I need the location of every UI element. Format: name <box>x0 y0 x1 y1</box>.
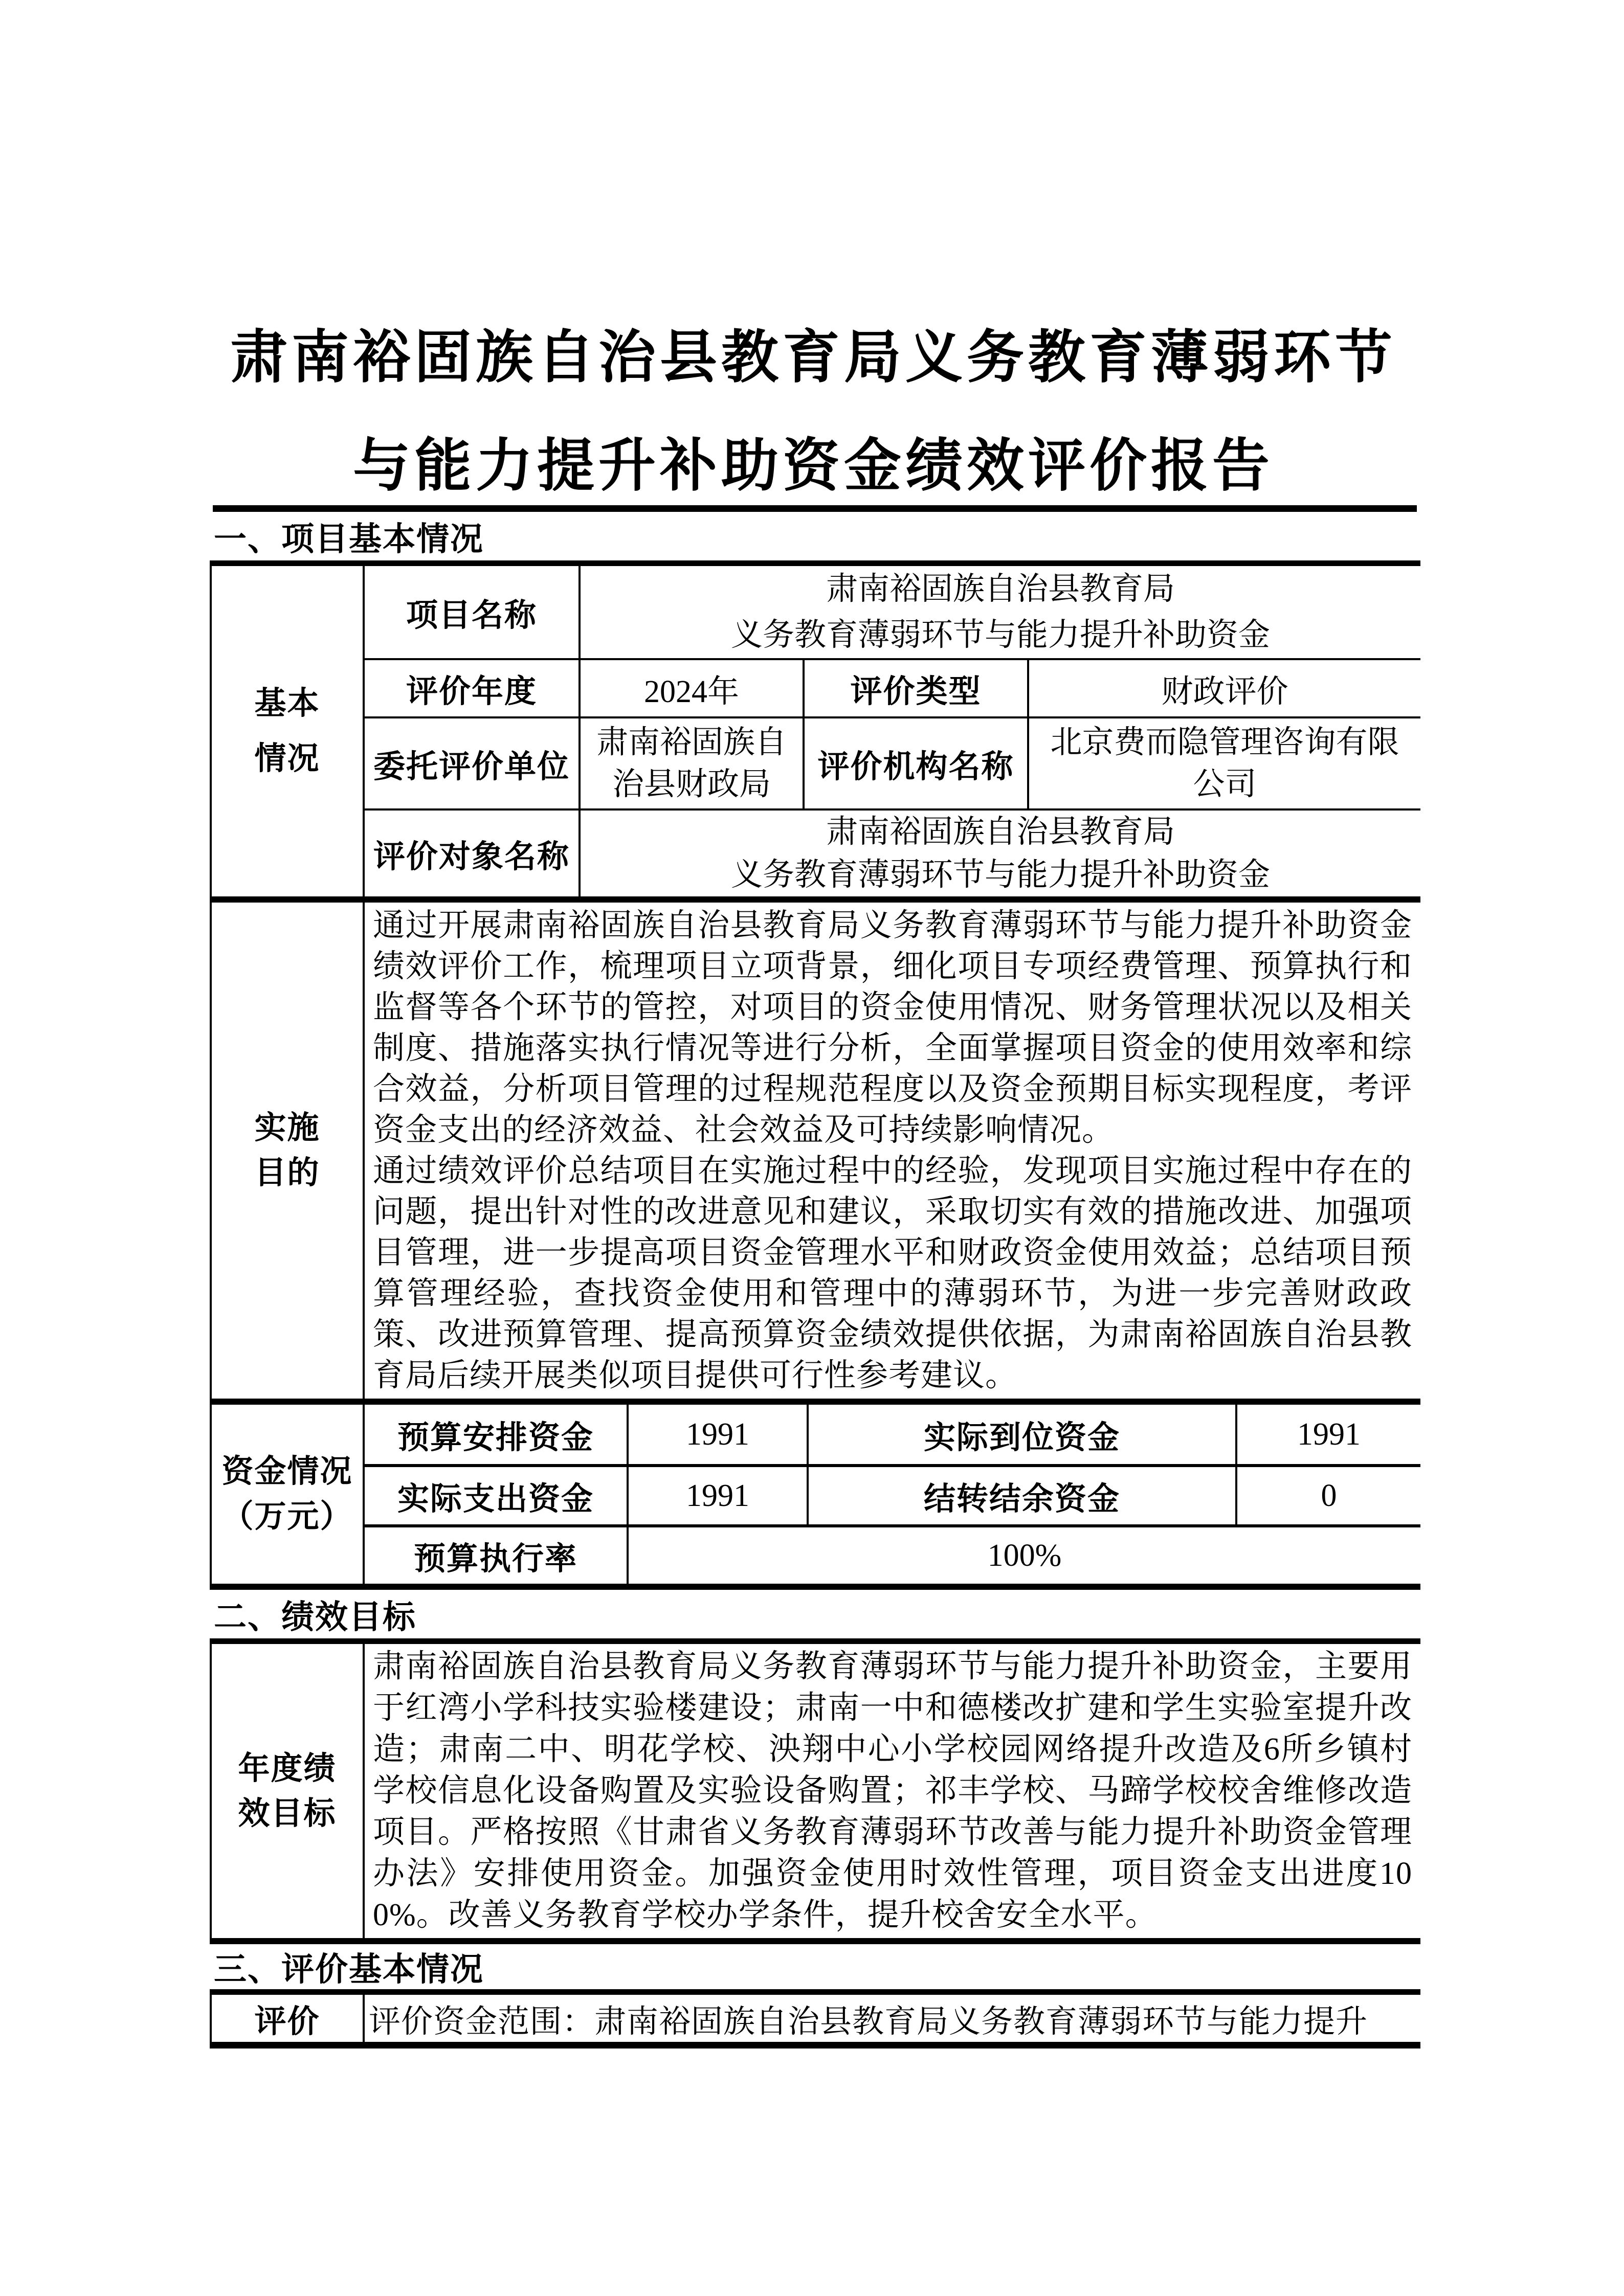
eval-type-value: 财政评价 <box>1028 659 1420 717</box>
annual-goal-text: 肃南裕固族自治县教育局义务教育薄弱环节与能力提升补助资金，主要用于红湾小学科技实验楼建设；肃南一中和德楼改扩建和学生实验室提升改造；肃南二中、明花学校、泱翔中心小学校园网络提升改造及6所乡镇村学校信息化设备购置及实验设备购置；祁丰学校、马蹄学校校舍维修改造项目。严格按照《甘肃省义务教育薄弱环节改善与能力提升补助资金管理办法》安排使用资金。加强资金使用时效性管理，项目资金支出进度100%。改善义务教育学校办学条件，提升校舍安全水平。 <box>364 1641 1420 1942</box>
budget-execution-rate-label: 预算执行率 <box>364 1526 628 1587</box>
object-name-line: 肃南裕固族自治县教育局 <box>826 815 1175 849</box>
client-label: 委托评价单位 <box>364 717 580 809</box>
carryover-value: 0 <box>1236 1466 1420 1526</box>
row-group-label-line: 实施 <box>254 1111 320 1145</box>
purpose-table <box>210 903 1420 1405</box>
table-row <box>211 809 1420 899</box>
table-row <box>211 1641 1420 1942</box>
row-group-label-purpose <box>211 903 364 1402</box>
section-heading-1: 一、项目基本情况 <box>214 521 484 557</box>
purpose-paragraph-2: 通过绩效评价总结项目在实施过程中的经验，发现项目实施过程中存在的问题，提出针对性的改进意见和建议，采取切实有效的措施改进、加强项目管理，进一步提高项目资金管理水平和财政资金使用效益；总结项目预算管理经验，查找资金使用和管理中的薄弱环节，为进一步完善财政政策、改进预算管理、提高预算资金绩效提供依据，为肃南裕固族自治县教育局后续开展类似项目提供可行性参考建议。 <box>373 1154 1412 1393</box>
object-name-value <box>580 809 1420 899</box>
project-name-label: 项目名称 <box>364 564 580 660</box>
budget-arranged-value: 1991 <box>628 1405 808 1466</box>
budget-execution-rate-value: 100% <box>628 1526 1420 1587</box>
row-group-label-line: 效目标 <box>238 1796 337 1831</box>
actual-received-value: 1991 <box>1236 1405 1420 1466</box>
purpose-text <box>364 903 1420 1402</box>
eval-year-label: 评价年度 <box>364 659 580 717</box>
project-name-value <box>580 564 1420 660</box>
row-group-label-line: 基本 <box>254 686 320 721</box>
funds-table <box>210 1405 1420 1590</box>
evaluation-table <box>210 1989 1420 2049</box>
table-row <box>211 717 1420 809</box>
table-row <box>211 1405 1420 1466</box>
row-group-label-annual-goal <box>211 1641 364 1942</box>
actual-received-label: 实际到位资金 <box>808 1405 1236 1466</box>
carryover-label: 结转结余资金 <box>808 1466 1236 1526</box>
purpose-paragraph-1: 通过开展肃南裕固族自治县教育局义务教育薄弱环节与能力提升补助资金绩效评价工作，梳理项目立项背景，细化项目专项经费管理、预算执行和监督等各个环节的管控，对项目的资金使用情况、财务管理状况以及相关制度、措施落实执行情况等进行分析，全面掌握项目资金的使用效率和综合效益，分析项目管理的过程规范程度以及资金预期目标实现程度，考评资金支出的经济效益、社会效益及可持续影响情况。 <box>373 908 1412 1147</box>
section-heading-3: 三、评价基本情况 <box>214 1951 484 1988</box>
row-group-label-line: 目的 <box>254 1156 320 1190</box>
table-row <box>211 659 1420 717</box>
agency-value: 北京费而隐管理咨询有限公司 <box>1028 717 1420 809</box>
table-row <box>211 903 1420 1402</box>
project-name-line: 肃南裕固族自治县教育局 <box>826 572 1175 606</box>
section-heading-2: 二、绩效目标 <box>214 1599 416 1635</box>
eval-type-label: 评价类型 <box>804 659 1028 717</box>
actual-spent-label: 实际支出资金 <box>364 1466 628 1526</box>
page-title-line-2: 与能力提升补助资金绩效评价报告 <box>353 435 1274 498</box>
row-group-label-evaluation: 评价 <box>211 1992 364 2045</box>
page-title-line-1: 肃南裕固族自治县教育局义务教育薄弱环节 <box>230 326 1396 390</box>
agency-label: 评价机构名称 <box>804 717 1028 809</box>
eval-year-value: 2024年 <box>580 659 804 717</box>
object-name-label: 评价对象名称 <box>364 809 580 899</box>
row-group-label-basic-info <box>211 564 364 900</box>
table-row <box>211 564 1420 660</box>
row-group-label-line: 年度绩 <box>238 1751 337 1786</box>
annual-goal-table <box>210 1638 1420 1944</box>
budget-arranged-label: 预算安排资金 <box>364 1405 628 1466</box>
evaluation-scope-text: 评价资金范围：肃南裕固族自治县教育局义务教育薄弱环节与能力提升 <box>364 1992 1420 2045</box>
row-group-label-funds <box>211 1405 364 1587</box>
row-group-label-line: 资金情况 <box>221 1454 353 1489</box>
basic-info-table <box>210 560 1420 903</box>
actual-spent-value: 1991 <box>628 1466 808 1526</box>
project-name-line: 义务教育薄弱环节与能力提升补助资金 <box>731 618 1271 652</box>
table-row <box>211 1466 1420 1526</box>
client-value: 肃南裕固族自治县财政局 <box>580 717 804 809</box>
title-divider-rule <box>213 505 1417 512</box>
row-group-label-line: 情况 <box>254 741 320 776</box>
table-row <box>211 1992 1420 2045</box>
table-row <box>211 1526 1420 1587</box>
object-name-line: 义务教育薄弱环节与能力提升补助资金 <box>731 858 1271 892</box>
row-group-label-line: （万元） <box>221 1499 353 1534</box>
report-body <box>210 512 1419 2049</box>
